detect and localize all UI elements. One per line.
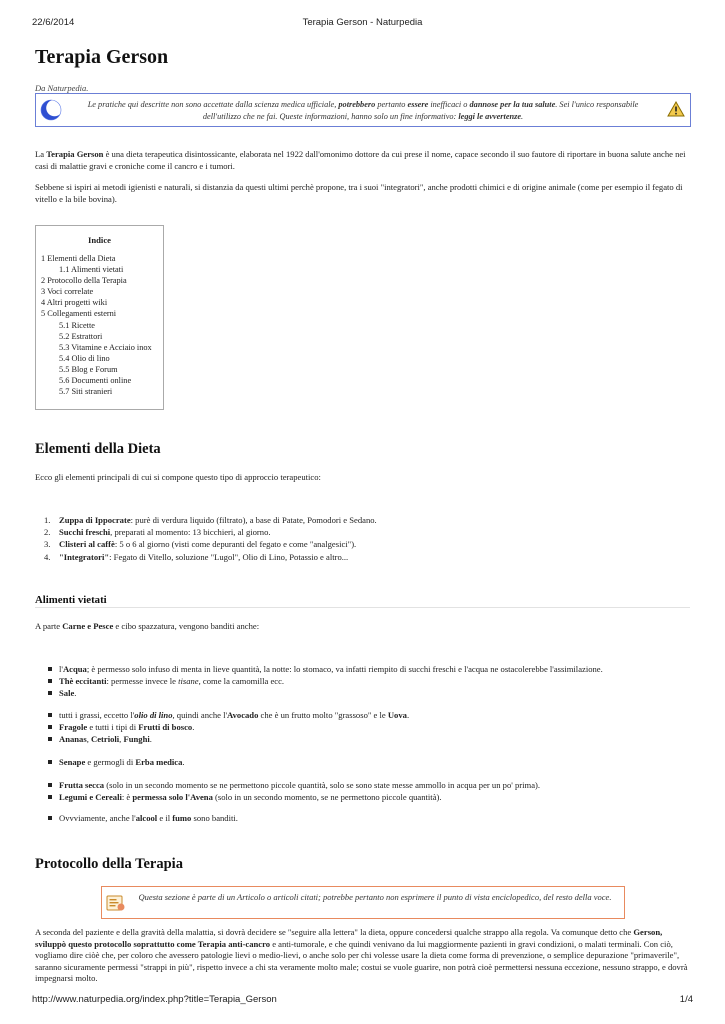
intro-paragraph-1: La Terapia Gerson è una dieta terapeutica disintossicante, elaborata nel 1922 dall'omonimo dottore da cui prese il nome, capace secondo il suo fautore di riportare in buona salute anche nei casi di malattie gravi e croniche come il cancro e i tumori.: [35, 149, 686, 171]
table-of-contents: [35, 225, 164, 410]
elementi-intro: Ecco gli elementi principali di cui si compone questo tipo di approccio terapeutico:: [35, 472, 321, 482]
list-item: tutti i grassi, eccetto l'olio di lino, quindi anche l'Avocado che è un frutto molto "grassoso" e le Uova.: [47, 709, 687, 721]
vietati-intro: A parte Carne e Pesce e cibo spazzatura, vengono banditi anche:: [35, 621, 260, 631]
print-title: Terapia Gerson - Naturpedia: [302, 17, 423, 28]
forbidden-list-1: [47, 663, 687, 699]
section-heading-elementi: Elementi della Dieta: [35, 441, 161, 457]
print-url: http://www.naturpedia.org/index.php?title=Terapia_Gerson: [32, 994, 277, 1005]
diet-elements-list: [44, 514, 684, 563]
toc-item[interactable]: 5.2 Estrattori: [59, 331, 103, 341]
toc-item[interactable]: 5.1 Ricette: [59, 320, 95, 330]
toc-item[interactable]: 5.6 Documenti online: [59, 376, 132, 386]
list-item: Legumi e Cereali: è permessa solo l'Avena (solo in un secondo momento, se ne permettono piccole quantità).: [47, 791, 687, 803]
crescent-moon-icon: [40, 99, 62, 121]
toc-item[interactable]: 5.5 Blog e Forum: [59, 364, 118, 374]
list-item: 3. Clisteri al caffè: 5 o 6 al giorno (visti come depuranti del fegato e come "analgesici").: [44, 539, 357, 550]
citation-notice-text: Questa sezione è parte di un Articolo o articoli citati; potrebbe pertanto non esprimere il punto di vista enciclopedico, del resto della voce.: [138, 892, 612, 902]
list-item: Senape e germogli di Erba medica.: [47, 756, 687, 768]
list-item: Ovvviamente, anche l'alcool e il fumo sono banditi.: [47, 812, 687, 824]
section-heading-protocollo: Protocollo della Terapia: [35, 856, 183, 872]
subsection-heading-vietati: Alimenti vietati: [35, 594, 690, 608]
disclaimer-text: Le pratiche qui descritte non sono accettate dalla scienza medica ufficiale, potrebbero pertanto essere inefficaci o dannose per la tua salute. Sei l'unico responsabile dell'utilizzo che ne fai. Queste informazioni, hanno solo un fine informativo: leggi le avvertenze.: [87, 100, 639, 121]
print-page-number: 1/4: [679, 994, 693, 1005]
toc-item[interactable]: 5.7 Siti stranieri: [59, 387, 113, 397]
print-date: 22/6/2014: [32, 17, 75, 28]
forbidden-list-4: [47, 779, 687, 803]
list-item: 4. "Integratori": Fegato di Vitello, soluzione "Lugol", Olio di Lino, Potassio e altro...: [44, 551, 349, 562]
warnings-link[interactable]: leggi le avvertenze: [458, 112, 522, 121]
list-item: 2. Succhi freschi, preparati al momento: 13 bicchieri, al giorno.: [44, 527, 271, 538]
toc-item[interactable]: 4 Altri progetti wiki: [41, 298, 108, 308]
toc-item[interactable]: 3 Voci correlate: [41, 287, 94, 297]
toc-item[interactable]: 1.1 Alimenti vietati: [59, 265, 124, 275]
site-tagline: Da Naturpedia.: [35, 83, 89, 93]
intro-paragraph-2: Sebbene si ispiri ai metodi igienisti e naturali, si distanzia da questi ultimi perchè propone, tra i suoi "integratori", anche prodotti chimici e di origine animale (come per esempio il fegato di vitello e la bile bovina).: [35, 182, 683, 204]
list-item: 1. Zuppa di Ippocrate: purè di verdura liquido (filtrato), a base di Patate, Pomodori e Sedano.: [44, 515, 377, 525]
caution-triangle-icon: [667, 101, 685, 117]
toc-item[interactable]: 2 Protocollo della Terapia: [41, 276, 127, 286]
citation-notice-box: [101, 886, 625, 919]
list-item: Sale.: [47, 687, 687, 699]
list-item: Ananas, Cetrioli, Funghi.: [47, 733, 687, 745]
forbidden-list-5: [47, 812, 687, 824]
toc-item[interactable]: 5.3 Vitamine e Acciaio inox: [59, 342, 152, 352]
toc-item[interactable]: 5.4 Olio di lino: [59, 353, 110, 363]
citation-icon: [106, 893, 126, 913]
toc-item[interactable]: 1 Elementi della Dieta: [41, 254, 116, 263]
forbidden-list-3: [47, 756, 687, 768]
list-item: Fragole e tutti i tipi di Frutti di bosco.: [47, 721, 687, 733]
print-footer: [32, 994, 693, 1008]
disclaimer-box: [35, 93, 691, 127]
toc-item[interactable]: 5 Collegamenti esterni: [41, 309, 117, 319]
protocollo-paragraph: A seconda del paziente e della gravità della malattia, si dovrà decidere se "seguire alla lettera" la dieta, oppure concedersi qualche strappo alla regola. Va comunque detto che Gerson, sviluppò questo protocollo soprattutto come Terapia anti-cancro e anti-tumorale, e che quindi venivano da lui maggiormente pazienti in gravi condizioni, o malati terminali. Con ciò, vogliamo dire ciòè che, per coloro che avessero patologie lievi o medio-lievi, o anche solo per chi volesse usare la dieta come forma di prevenzione, o semplice depurazione "primaverile", saranno sicuramente permessi "strappi in più", rispetto invece a chi sta veramente molto male; costui se vuole guarire, non potrà cioè permettersi nessuna eccezione, nessuno strappo, e dovrà impegnarsi molto.: [35, 927, 688, 983]
list-item: l'Acqua; è permesso solo infuso di menta in lieve quantità, la notte: lo stomaco, va infatti riempito di succhi freschi e l'acqua ne ostacolerebbe l'assimilazione.: [47, 663, 687, 675]
forbidden-list-2: [47, 709, 687, 745]
toc-title: Indice: [88, 235, 111, 245]
list-item: Frutta secca (solo in un secondo momento se ne permettono piccole quantità, solo se sono state messe ammollo in acqua per un po' prima).: [47, 779, 687, 791]
page-title: Terapia Gerson: [35, 46, 169, 68]
list-item: Thè eccitanti: permesse invece le tisane, come la camomilla ecc.: [47, 675, 687, 687]
print-header: [32, 17, 693, 31]
